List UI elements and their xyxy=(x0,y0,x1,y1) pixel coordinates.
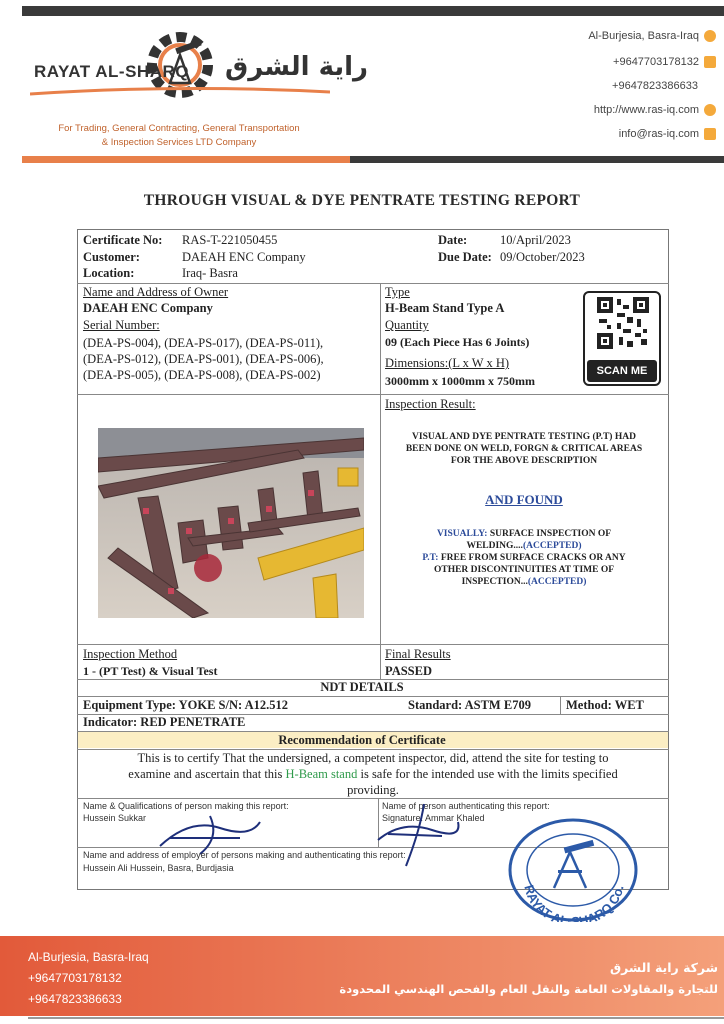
date-value: 10/April/2023 xyxy=(500,233,571,247)
contact-text: Al-Burjesia, Basra-Iraq xyxy=(588,30,699,42)
divider xyxy=(77,696,669,697)
pt-key: P.T: xyxy=(422,553,439,563)
stamp-text: RAYAT AL-SHARQ Co. xyxy=(521,883,627,922)
recommendation-line: This is to certify That the undersigned, a competent inspector, did, attend the site for testing to xyxy=(137,751,609,765)
pt-text: INSPECTION... xyxy=(461,577,528,587)
footer-phone: +9647703178132 xyxy=(28,971,122,985)
dimensions-label: Dimensions:(L x W x H) xyxy=(385,356,510,370)
recommendation-line: providing. xyxy=(347,783,399,797)
maker-name: Hussein Sukkar xyxy=(83,813,147,823)
visually-key: VISUALLY: xyxy=(436,529,488,539)
company-stamp xyxy=(506,818,640,922)
recommendation-item: H-Beam stand xyxy=(285,767,358,781)
contact-email[interactable] xyxy=(619,128,716,140)
scan-me-button[interactable]: SCAN ME xyxy=(587,360,657,382)
result-line: FOR THE ABOVE DESCRIPTION xyxy=(450,456,598,466)
pt-text: OTHER DISCONTINUITIES AT TIME OF xyxy=(433,565,615,575)
result-line: BEEN DONE ON WELD, FORGN & CRITICAL AREAS xyxy=(405,444,643,454)
location-pin-icon xyxy=(704,30,716,42)
inspection-photo xyxy=(98,428,364,618)
due-date-label: Due Date: xyxy=(438,250,492,264)
divider xyxy=(77,394,669,395)
logo-swoosh xyxy=(30,86,330,100)
footer-bottom-line xyxy=(28,1017,724,1019)
and-found-heading: AND FOUND xyxy=(485,492,563,507)
company-tagline xyxy=(24,122,334,150)
qr-code-block[interactable] xyxy=(583,291,661,386)
report-title: THROUGH VISUAL & DYE PENTRATE TESTING REPORT xyxy=(143,192,581,209)
phone-icon xyxy=(704,56,716,68)
result-line: VISUAL AND DYE PENTRATE TESTING (P.T) HAD xyxy=(412,432,636,442)
recommendation-heading: Recommendation of Certificate xyxy=(278,733,446,747)
employer-label: Name and address of employer of persons making and authenticating this report: xyxy=(83,850,406,860)
contact-text[interactable]: http://www.ras-iq.com xyxy=(593,104,699,116)
pt-finding xyxy=(386,552,662,588)
visually-text: WELDING.... xyxy=(466,541,523,551)
recommendation-text: is safe for the intended use with the limits specified xyxy=(357,767,618,781)
header-bottom-bar xyxy=(22,156,724,163)
date-label: Date: xyxy=(438,233,468,247)
footer-arabic-name: شركة راية الشرق xyxy=(609,960,718,975)
contact-text: +9647823386633 xyxy=(612,80,698,92)
pt-text: FREE FROM SURFACE CRACKS OR ANY xyxy=(438,553,626,563)
divider xyxy=(77,749,669,750)
footer-address: Al-Burjesia, Basra-Iraq xyxy=(28,950,149,964)
footer-arabic-description: للتجارة والمقاولات العامة والنقل العام والفحص الهندسي المحدودة xyxy=(339,982,718,996)
accepted-badge: (ACCEPTED) xyxy=(527,577,587,587)
certificate-label: Certificate No: xyxy=(83,233,163,247)
inspection-method-label: Inspection Method xyxy=(83,647,178,661)
owner-value: DAEAH ENC Company xyxy=(83,301,213,315)
visually-text: SURFACE INSPECTION OF xyxy=(487,529,612,539)
certificate-number: RAS-T-221050455 xyxy=(182,233,278,247)
tagline-line: For Trading, General Contracting, General Transportation xyxy=(58,123,300,134)
authenticator-name: Signature: Ammar Khaled xyxy=(382,813,485,823)
due-date-value: 09/October/2023 xyxy=(500,250,585,264)
standard-value: Standard: ASTM E709 xyxy=(408,698,531,712)
contact-text: +9647703178132 xyxy=(613,56,699,68)
serial-line: (DEA-PS-012), (DEA-PS-001), (DEA-PS-006), xyxy=(83,352,324,366)
contact-phone-2 xyxy=(612,80,698,92)
ndt-heading: NDT DETAILS xyxy=(320,680,404,694)
footer-phone: +9647823386633 xyxy=(28,992,122,1006)
svg-text:RAYAT AL-SHARQ Co. xyxy=(521,883,626,922)
envelope-icon xyxy=(704,128,716,140)
brand-name-arabic: راية الشرق xyxy=(225,52,369,82)
divider xyxy=(77,798,669,799)
visual-finding xyxy=(386,528,662,552)
maker-label: Name & Qualifications of person making this report: xyxy=(83,801,289,811)
divider xyxy=(77,283,669,284)
final-results-label: Final Results xyxy=(385,647,451,661)
recommendation-line xyxy=(0,767,724,782)
location-label: Location: xyxy=(83,266,135,280)
dimensions-value: 3000mm x 1000mm x 750mm xyxy=(385,374,535,388)
final-results-value: PASSED xyxy=(385,664,433,678)
contact-website[interactable] xyxy=(594,104,716,116)
inspection-method-value: 1 - (PT Test) & Visual Test xyxy=(83,664,218,678)
contact-address xyxy=(588,30,716,42)
tagline-line: & Inspection Services LTD Company xyxy=(101,137,257,148)
authenticator-label: Name of person authenticating this report: xyxy=(382,801,550,811)
customer-value: DAEAH ENC Company xyxy=(182,250,306,264)
serial-line: (DEA-PS-004), (DEA-PS-017), (DEA-PS-011), xyxy=(83,336,324,350)
divider xyxy=(77,644,669,645)
serial-label: Serial Number: xyxy=(83,318,160,332)
divider xyxy=(560,696,561,714)
method-value: Method: WET xyxy=(566,698,644,712)
quantity-label: Quantity xyxy=(385,318,429,332)
type-value: H-Beam Stand Type A xyxy=(385,301,505,315)
contact-phone xyxy=(613,56,716,68)
accepted-badge: (ACCEPTED) xyxy=(522,541,582,551)
employer-value: Hussein Ali Hussein, Basra, Burdjasia xyxy=(83,863,234,873)
inspection-result-label: Inspection Result: xyxy=(385,397,476,411)
quantity-value: 09 (Each Piece Has 6 Joints) xyxy=(385,335,530,349)
qr-code-icon[interactable] xyxy=(597,297,649,357)
brand-name-english: RAYAT AL-SHARQ xyxy=(34,62,189,81)
location-value: Iraq- Basra xyxy=(182,266,238,280)
header-top-bar xyxy=(22,6,724,16)
customer-label: Customer: xyxy=(83,250,140,264)
equipment-type: Equipment Type: YOKE S/N: A12.512 xyxy=(83,698,289,712)
type-label: Type xyxy=(385,285,410,299)
globe-icon xyxy=(704,104,716,116)
contact-text[interactable]: info@ras-iq.com xyxy=(618,128,699,140)
inspection-result-text xyxy=(386,431,662,467)
recommendation-text: examine and ascertain that this xyxy=(128,767,286,781)
serial-line: (DEA-PS-005), (DEA-PS-008), (DEA-PS-002) xyxy=(83,368,321,382)
indicator-value: Indicator: RED PENETRATE xyxy=(83,715,246,729)
divider xyxy=(380,283,381,679)
owner-label: Name and Address of Owner xyxy=(83,285,229,299)
footer-bar xyxy=(0,936,724,1016)
